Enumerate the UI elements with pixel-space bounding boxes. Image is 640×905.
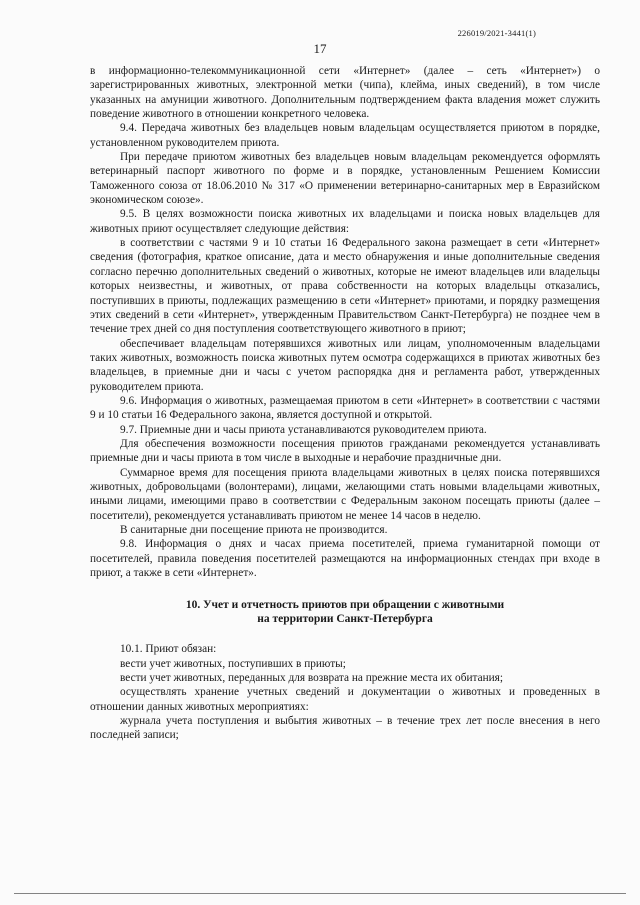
paragraph: Для обеспечения возможности посещения приютов гражданами рекомендуется устанавливать приемные дни и часы приюта в том числе в выходные и нерабочие праздничные дни. [90,437,600,465]
document-registration-number: 226019/2021-3441(1) [457,28,536,38]
footer-divider [14,893,626,894]
paragraph: Суммарное время для посещения приюта владельцами животных в целях поиска потерявшихся животных, добровольцами (волонтерами), лицами, желающими стать новыми владельцами животных, иными лицами, имеющими право в соответствии с Федеральным законом посещать приюты (далее – посетители), рекомендуется устанавливать приютом не менее 14 часов в неделю. [90,466,600,522]
paragraph: 9.4. Передача животных без владельцев новым владельцам осуществляется приютом в порядке, установленном руководителем приюта. [90,122,600,149]
document-body [90,64,600,743]
paragraph: 9.7. Приемные дни и часы приюта устанавливаются руководителем приюта. [120,423,487,436]
paragraph: в соответствии с частями 9 и 10 статьи 16 Федерального закона размещает в сети «Интернет» сведения (фотография, краткое описание, дата и место обнаружения и иные дополнительные сведения согласно перечню дополнительных сведений о животных, которые не имеют владельцев или владельцы которых неизвестны, и животных, от права собственности на которых владельцы отказались, поступивших в приюты, подлежащих размещению в сети «Интернет» приютами, и порядку размещения этих сведений в сети «Интернет», утвержденным Правительством Санкт-Петербурга) не позднее чем в течение трех дней со дня поступления соответствующего животного в приют; [90,237,600,336]
paragraph: обеспечивает владельцам потерявшихся животных или лицам, уполномоченным владельцами таких животных, возможность поиска животных путем осмотра содержащихся в приютах животных без владельцев, в приемные дни и часы с учетом распорядка дня и регламента работ, утвержденных руководителем приюта. [90,337,600,393]
section-10-heading-line1: 10. Учет и отчетность приютов при обращении с животными [185,599,505,612]
paragraph: осуществлять хранение учетных сведений и документации о животных и проведенных в отношении данных животных мероприятиях: [90,686,600,713]
paragraph: 9.6. Информация о животных, размещаемая приютом в сети «Интернет» в соответствии с частями 9 и 10 статьи 16 Федерального закона, является доступной и открытой. [90,394,600,422]
paragraph: вести учет животных, поступивших в приюты; [120,657,346,670]
paragraph: 10.1. Приют обязан: [120,643,217,656]
paragraph: 9.5. В целях возможности поиска животных их владельцами и поиска новых владельцев для животных приют осуществляет следующие действия: [90,208,600,235]
paragraph: В санитарные дни посещение приюта не производится. [120,524,388,536]
paragraph: При передаче приютом животных без владельцев новым владельцам рекомендуется оформлять ветеринарный паспорт животного по форме и в порядке, установленным Решением Комиссии Таможенного союза от 18.06.2010 № 317 «О применении ветеринарно-санитарных мер в Евразийском экономическом союзе». [90,151,600,207]
paragraph: вести учет животных, переданных для возврата на прежние места их обитания; [120,672,504,685]
paragraph: журнала учета поступления и выбытия животных – в течение трех лет после внесения в него последней записи; [90,715,600,742]
section-10-heading-line2: на территории Санкт-Петербурга [257,613,433,626]
page-number: 17 [313,41,327,56]
section-10-heading [90,598,600,626]
paragraph: в информационно-телекоммуникационной сети «Интернет» (далее – сеть «Интернет») о зарегистрированных животных, электронной метки (чипа), клейма, иных сведений), в том числе указанных на амуниции животного. Дополнительным подтверждением факта владения может служить поведение животного в отношении конкретного человека. [90,65,600,121]
paragraph: 9.8. Информация о днях и часах приема посетителей, приема гуманитарной помощи от посетителей, правила поведения посетителей размещаются на информационных стендах при входе в приют, а также в сети «Интернет». [90,538,600,580]
